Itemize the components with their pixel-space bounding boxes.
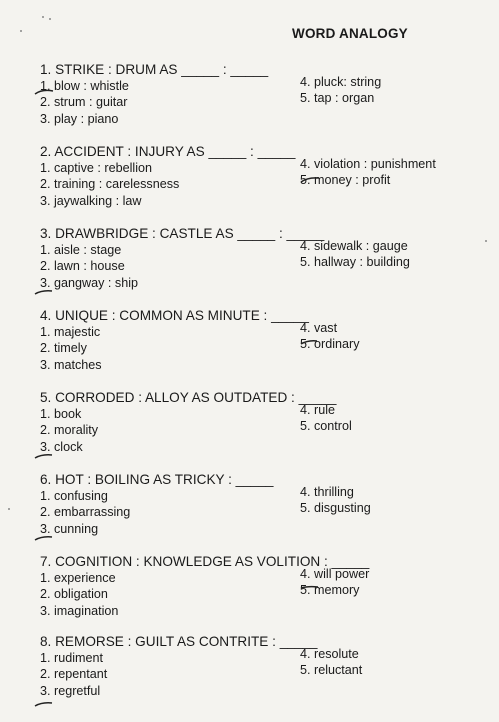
- question-prompt: 3. DRAWBRIDGE : CASTLE AS _____ : _____: [40, 226, 325, 241]
- options-right-column: [300, 156, 436, 189]
- option-3: 3. gangway : ship: [40, 275, 139, 290]
- question-5: [40, 390, 480, 454]
- option-1: 1. blow : whistle: [40, 79, 129, 93]
- pen-mark-q8: [34, 700, 52, 706]
- option-2: 2. obligation: [40, 587, 108, 602]
- option-1: 1. majestic: [40, 325, 101, 339]
- pen-mark-q3: [34, 288, 52, 294]
- option-1: 1. confusing: [40, 489, 108, 503]
- options-right-column: [300, 402, 352, 435]
- options-left-column: [40, 406, 98, 455]
- pen-mark-q1: [34, 88, 52, 94]
- scan-speck: [8, 508, 10, 510]
- options-right-column: [300, 238, 410, 271]
- question-2: [40, 144, 480, 208]
- question-prompt: 5. CORRODED : ALLOY AS OUTDATED : _____: [40, 390, 337, 405]
- options-right-column: [300, 484, 371, 517]
- option-1: 1. aisle : stage: [40, 243, 122, 257]
- options-right-column: [300, 566, 369, 599]
- option-3: 3. play : piano: [40, 111, 119, 126]
- pen-mark-q6: [34, 534, 52, 540]
- option-3: 3. cunning: [40, 521, 99, 536]
- option-1: 1. rudiment: [40, 651, 103, 665]
- options-left-column: [40, 650, 107, 699]
- options-left-column: [40, 78, 129, 127]
- pen-mark-q4: [300, 338, 318, 344]
- options-left-column: [40, 570, 118, 619]
- option-5: 5. money : profit: [300, 173, 391, 188]
- question-7: [40, 554, 480, 618]
- option-2: 2. training : carelessness: [40, 177, 180, 192]
- pen-mark-q7: [300, 584, 318, 590]
- question-3: [40, 226, 480, 290]
- question-prompt: 8. REMORSE : GUILT AS CONTRITE : _____: [40, 634, 318, 649]
- option-3: 3. regretful: [40, 683, 101, 698]
- option-2: 2. embarrassing: [40, 505, 131, 520]
- option-4: 4. violation : punishment: [300, 157, 436, 171]
- option-5: 5. control: [300, 419, 352, 434]
- options-right-column: [300, 320, 360, 353]
- page-title: WORD ANALOGY: [292, 26, 408, 41]
- option-4: 4. vast: [300, 321, 338, 335]
- option-4: 4. sidewalk : gauge: [300, 239, 408, 253]
- option-2: 2. strum : guitar: [40, 95, 128, 110]
- option-2: 2. lawn : house: [40, 259, 125, 274]
- option-3: 3. jaywalking : law: [40, 193, 142, 208]
- options-right-column: [300, 74, 381, 107]
- option-4: 4. will power: [300, 567, 370, 581]
- option-5: 5. reluctant: [300, 663, 363, 678]
- options-left-column: [40, 160, 179, 209]
- pen-mark-q5: [34, 452, 52, 458]
- option-2: 2. repentant: [40, 667, 108, 682]
- option-1: 1. book: [40, 407, 82, 421]
- option-5: 5. hallway : building: [300, 255, 410, 270]
- option-2: 2. morality: [40, 423, 99, 438]
- option-5: 5. memory: [300, 583, 360, 598]
- question-prompt: 4. UNIQUE : COMMON AS MINUTE : _____: [40, 308, 309, 323]
- question-1: [40, 62, 480, 126]
- option-4: 4. rule: [300, 403, 336, 417]
- option-1: 1. captive : rebellion: [40, 161, 153, 175]
- option-4: 4. resolute: [300, 647, 359, 661]
- scan-speck: [20, 30, 22, 32]
- question-prompt: 2. ACCIDENT : INJURY AS _____ : _____: [40, 144, 296, 159]
- option-2: 2. timely: [40, 341, 87, 356]
- question-prompt: 7. COGNITION : KNOWLEDGE AS VOLITION : _____: [40, 554, 370, 569]
- option-3: 3. matches: [40, 357, 102, 372]
- question-4: [40, 308, 480, 372]
- scan-speck: [485, 240, 487, 242]
- option-3: 3. imagination: [40, 603, 119, 618]
- options-left-column: [40, 242, 138, 291]
- options-right-column: [300, 646, 362, 679]
- option-1: 1. experience: [40, 571, 116, 585]
- options-left-column: [40, 324, 102, 373]
- question-6: [40, 472, 480, 536]
- option-4: 4. pluck: string: [300, 75, 382, 89]
- option-5: 5. ordinary: [300, 337, 360, 352]
- pen-mark-q2: [300, 176, 318, 182]
- question-8: [40, 634, 480, 698]
- scan-speck: [49, 18, 51, 20]
- option-5: 5. tap : organ: [300, 91, 375, 106]
- question-prompt: 6. HOT : BOILING AS TRICKY : _____: [40, 472, 274, 487]
- option-4: 4. thrilling: [300, 485, 354, 499]
- scan-speck: [42, 16, 44, 18]
- options-left-column: [40, 488, 130, 537]
- option-3: 3. clock: [40, 439, 83, 454]
- question-prompt: 1. STRIKE : DRUM AS _____ : _____: [40, 62, 269, 77]
- option-5: 5. disgusting: [300, 501, 371, 516]
